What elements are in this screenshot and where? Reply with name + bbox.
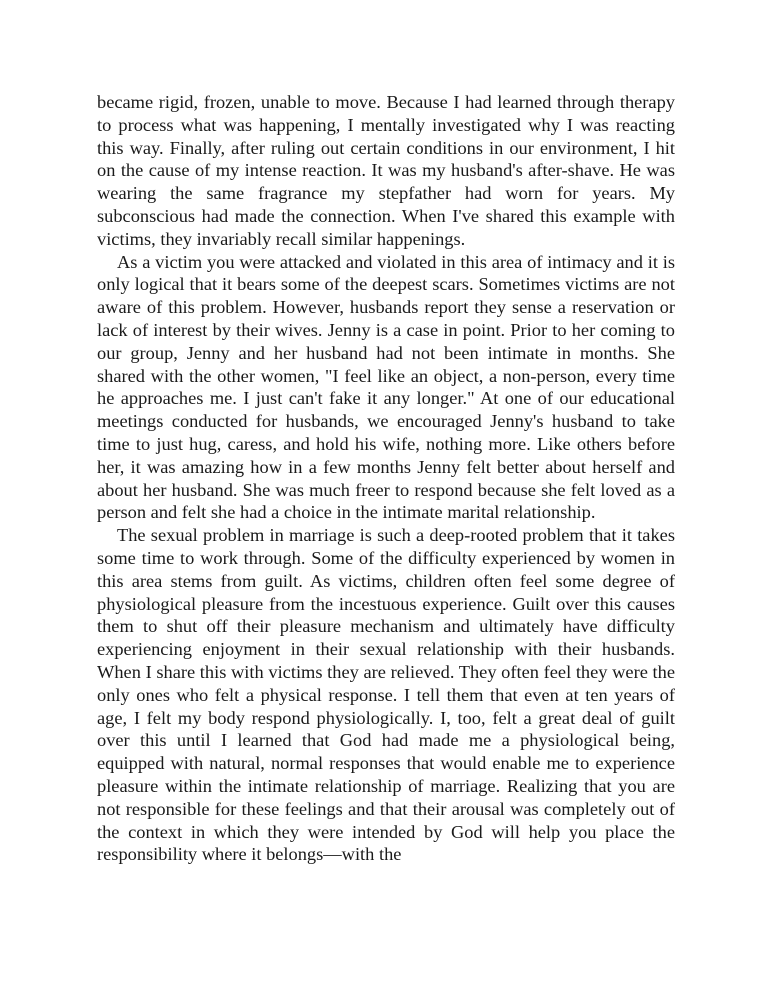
page-body [97,91,675,866]
paragraph-guilt: The sexual problem in marriage is such a deep-rooted problem that it takes some time to work through. Some of the difficulty experienced by women in this area stems from guilt. As victims, children often feel some degree of physiological pleasure from the incestuous experience. Guilt over this causes them to shut off their pleasure mechanism and ultimately have difficulty experiencing enjoyment in their sexual relationship with their husbands. When I share this with victims they are relieved. They often feel they were the only ones who felt a physical response. I tell them that even at ten years of age, I felt my body respond physiologically. I, too, felt a great deal of guilt over this until I learned that God had made me a physiological being, equipped with natural, normal responses that would enable me to experience pleasure within the intimate relationship of marriage. Realizing that you are not responsible for these feelings and that their arousal was completely out of the context in which they were intended by God will help you place the responsibility where it belongs—with the [97,525,675,865]
paragraph-continued: became rigid, frozen, unable to move. Because I had learned through therapy to process what was happening, I mentally investigated why I was reacting this way. Finally, after ruling out certain conditions in our environment, I hit on the cause of my intense reaction. It was my husband's after-shave. He was wearing the same fragrance my stepfather had worn for years. My subconscious had made the connection. When I've shared this example with victims, they invariably recall similar happenings. [97,92,675,249]
paragraph-intimacy: As a victim you were attacked and violated in this area of intimacy and it is only logical that it bears some of the deepest scars. Sometimes victims are not aware of this problem. However, husbands report they sense a reservation or lack of interest by their wives. Jenny is a case in point. Prior to her coming to our group, Jenny and her husband had not been intimate in months. She shared with the other women, "I feel like an object, a non-person, every time he approaches me. I just can't fake it any longer." At one of our educational meetings conducted for husbands, we encouraged Jenny's husband to take time to just hug, caress, and hold his wife, nothing more. Like others before her, it was amazing how in a few months Jenny felt better about herself and about her husband. She was much freer to respond because she felt loved as a person and felt she had a choice in the intimate marital relationship. [97,251,675,523]
